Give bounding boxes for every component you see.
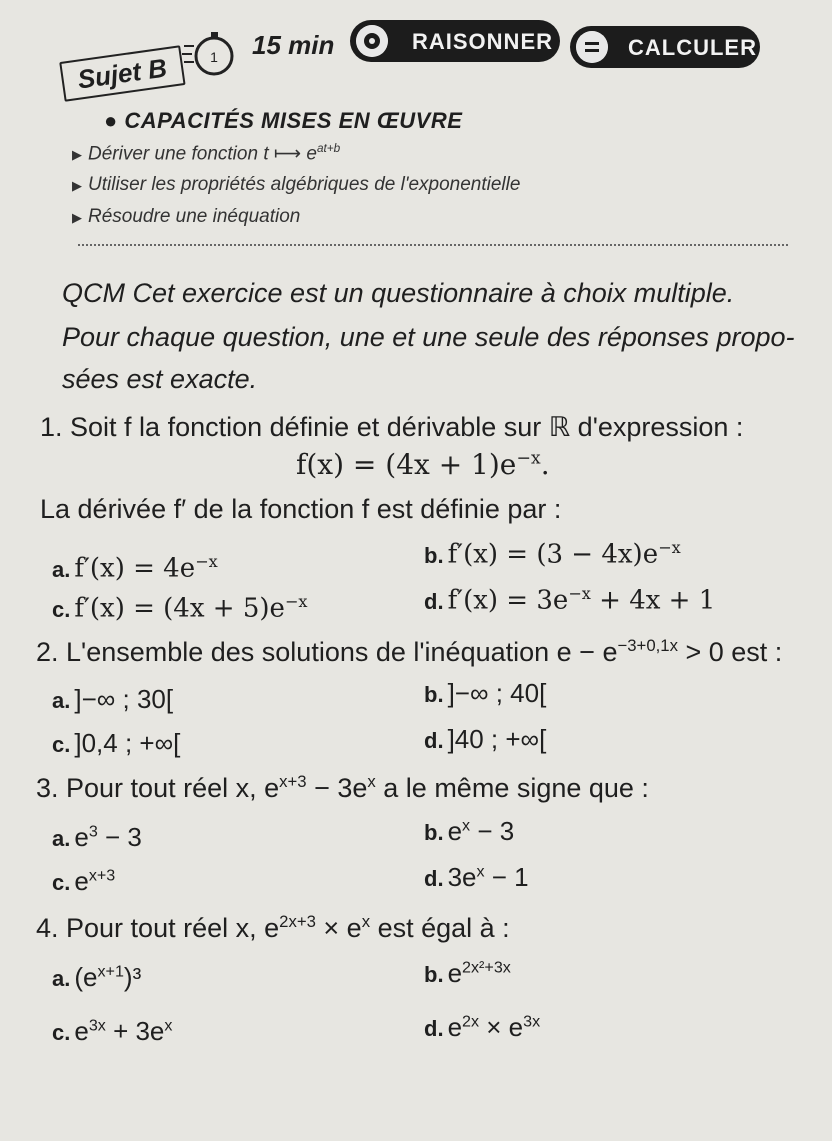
question-4-stem: 4. Pour tout réel x, $e^{2x+3} \times e^x$ est égal à : [36, 912, 510, 943]
q2-option-a: a. ]−∞ ; 30[ [52, 684, 174, 714]
intro-line-1: QCM Cet exercice est un questionnaire à choix multiple. [62, 278, 735, 308]
bullet-arrow-icon: ▶ [72, 178, 82, 193]
capacite-item-derive: ▶ Dériver une fonction t ⟼ $e^{at+b}$ [72, 142, 341, 165]
q3-option-c: c. $e^{x+3}$ [52, 866, 116, 896]
q1-option-d: d. $f'(x) = 3e^{-x} + 4x + 1$ [424, 584, 716, 616]
q2-option-d: d. ]40 ; +∞[ [424, 724, 547, 754]
equals-icon [576, 31, 608, 63]
q4-option-a: a. $(e^{x+1})^3$ [52, 962, 142, 992]
q4-option-c: c. $e^{3x} + 3e^x$ [52, 1016, 173, 1046]
q1-option-a: a. $f'(x) = 4e^{-x}$ [52, 552, 218, 584]
bullet-arrow-icon: ▶ [72, 147, 82, 163]
q3-option-d: d. $3e^x - 1$ [424, 862, 529, 892]
calculer-tag [570, 26, 760, 68]
question-1-text: La dérivée f′ de la fonction f est définie par : [40, 494, 562, 524]
raisonner-label: RAISONNER [412, 29, 554, 54]
intro-line-2: Pour chaque question, une et une seule des réponses propo- [62, 322, 795, 352]
gear-icon [356, 25, 388, 57]
q3-option-b: b. $e^x - 3$ [424, 816, 515, 846]
question-3-stem: 3. Pour tout réel x, $e^{x+3} - 3e^x$ a le même signe que : [36, 772, 649, 803]
q2-option-b: b. ]−∞ ; 40[ [424, 678, 547, 708]
capacite-item-inequation: ▶ Résoudre une inéquation [72, 206, 301, 227]
bullet-arrow-icon: ▶ [72, 210, 82, 225]
q4-option-d: d. $e^{2x} \times e^{3x}$ [424, 1012, 541, 1042]
q4-option-b: b. $e^{2x^2+3x}$ [424, 958, 511, 988]
question-1-stem: 1. Soit f la fonction définie et dérivable sur ℝ d'expression : [40, 412, 744, 442]
capacite-item-proprietes: ▶ Utiliser les propriétés algébriques de l'exponentielle [72, 174, 521, 195]
q2-option-c: c. ]0,4 ; +∞[ [52, 728, 181, 758]
question-2-stem: 2. L'ensemble des solutions de l'inéquation $e - e^{-3+0,1x} > 0$ est : [36, 636, 783, 667]
raisonner-tag [350, 20, 560, 62]
intro-line-3: sées est exacte. [62, 364, 258, 394]
question-1-formula: $f(x) = (4x + 1)e^{-x}$. [296, 448, 550, 481]
capacites-title: ● CAPACITÉS MISES EN ŒUVRE [104, 108, 463, 133]
stopwatch-icon [182, 28, 236, 82]
q1-option-c: c. $f'(x) = (4x + 5)e^{-x}$ [52, 592, 308, 624]
q3-option-a: a. $e^3 - 3$ [52, 822, 142, 852]
q1-option-b: b. $f'(x) = (3 - 4x)e^{-x}$ [424, 538, 681, 570]
svg-text:1: 1 [210, 49, 218, 65]
section-divider [78, 244, 788, 246]
duration-label: 15 min [252, 30, 335, 60]
calculer-label: CALCULER [628, 35, 757, 60]
sujet-label: Sujet B [59, 45, 185, 102]
